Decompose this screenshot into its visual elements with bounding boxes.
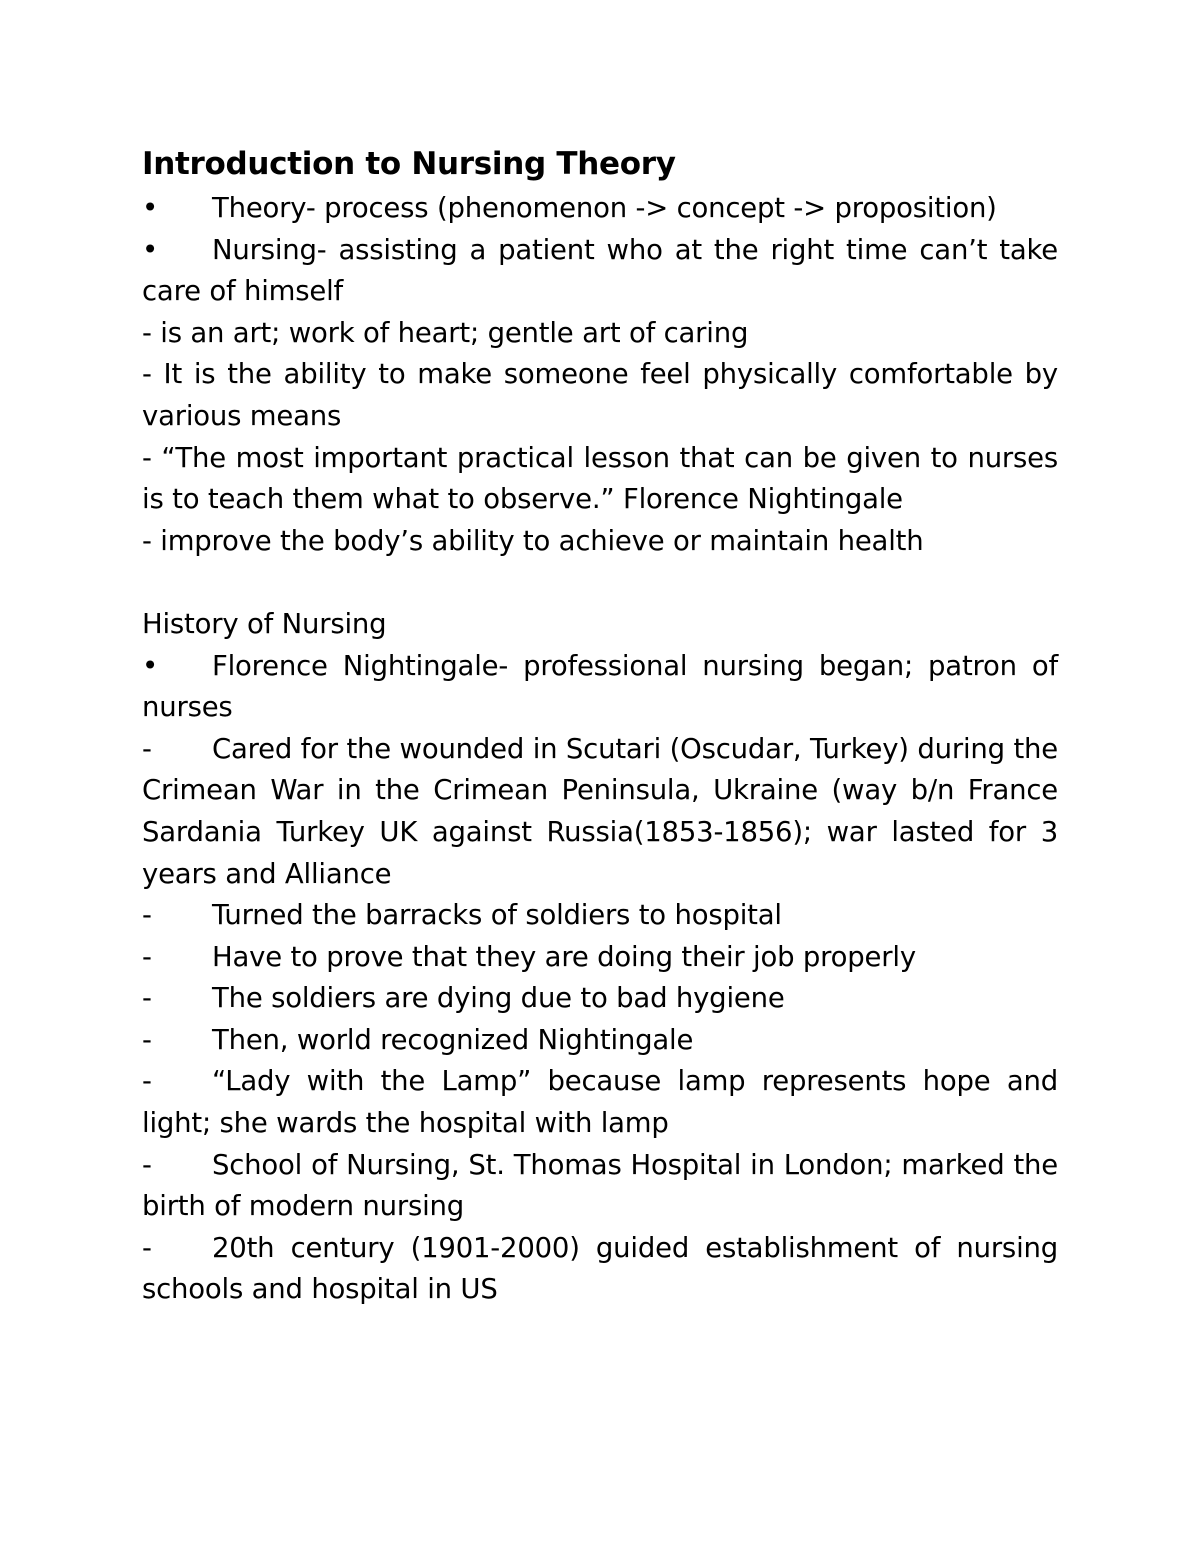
list-item-text: 20th century (1901-2000) guided establishment of nursing schools and hospital in US xyxy=(142,1231,1058,1306)
section-heading: History of Nursing xyxy=(142,607,387,640)
list-item xyxy=(142,646,1058,729)
list-item-text: Turned the barracks of soldiers to hospital xyxy=(212,899,782,932)
list-item-text: Nursing- assisting a patient who at the right time can’t take care of himself xyxy=(142,233,1058,308)
dash-marker: - xyxy=(142,899,152,932)
paragraph-line: - It is the ability to make someone feel physically comfortable by various means xyxy=(142,358,1058,432)
list-item xyxy=(142,1228,1058,1311)
list-item xyxy=(142,729,1058,895)
dash-marker: - xyxy=(142,982,152,1015)
list-item-text: Cared for the wounded in Scutari (Oscudar, Turkey) during the Crimean War in the Crimean Peninsula, Ukraine (way b/n France Sardania Turkey UK against Russia(1853-1856); war lasted for 3 years and Alliance xyxy=(142,732,1058,890)
list-item xyxy=(142,188,1058,230)
list-item xyxy=(142,978,1058,1020)
dash-marker: - xyxy=(142,1148,152,1181)
list-item-text: Then, world recognized Nightingale xyxy=(212,1023,694,1056)
page-title: Introduction to Nursing Theory xyxy=(142,146,676,182)
bullet-marker: • xyxy=(142,233,159,266)
paragraph-line: - is an art; work of heart; gentle art of caring xyxy=(142,316,749,349)
list-item-text: Florence Nightingale- professional nursing began; patron of nurses xyxy=(142,649,1058,724)
document-page xyxy=(142,140,1058,1311)
dash-marker: - xyxy=(142,732,152,765)
list-item-text: Have to prove that they are doing their job properly xyxy=(212,940,916,973)
dash-marker: - xyxy=(142,1231,152,1264)
dash-marker: - xyxy=(142,1023,152,1056)
list-item xyxy=(142,895,1058,937)
section-spacer xyxy=(142,562,1058,604)
dash-marker: - xyxy=(142,1065,152,1098)
list-item-text: School of Nursing, St. Thomas Hospital in London; marked the birth of modern nursing xyxy=(142,1148,1058,1223)
bullet-marker: • xyxy=(142,192,159,224)
list-item xyxy=(142,937,1058,979)
paragraph-line: - improve the body’s ability to achieve or maintain health xyxy=(142,524,924,557)
list-item xyxy=(142,1061,1058,1144)
list-item-text: The soldiers are dying due to bad hygiene xyxy=(212,982,785,1015)
dash-marker: - xyxy=(142,940,152,973)
bullet-marker: • xyxy=(142,649,159,682)
list-item xyxy=(142,1020,1058,1062)
quote-line: - “The most important practical lesson that can be given to nurses is to teach them what to observe.” Florence Nightingale xyxy=(142,441,1058,516)
list-item xyxy=(142,1145,1058,1228)
list-item-text: Theory- process (phenomenon -> concept -> proposition) xyxy=(212,192,997,224)
list-item xyxy=(142,230,1058,313)
list-item-text: “Lady with the Lamp” because lamp represents hope and light; she wards the hospital with lamp xyxy=(142,1065,1058,1140)
